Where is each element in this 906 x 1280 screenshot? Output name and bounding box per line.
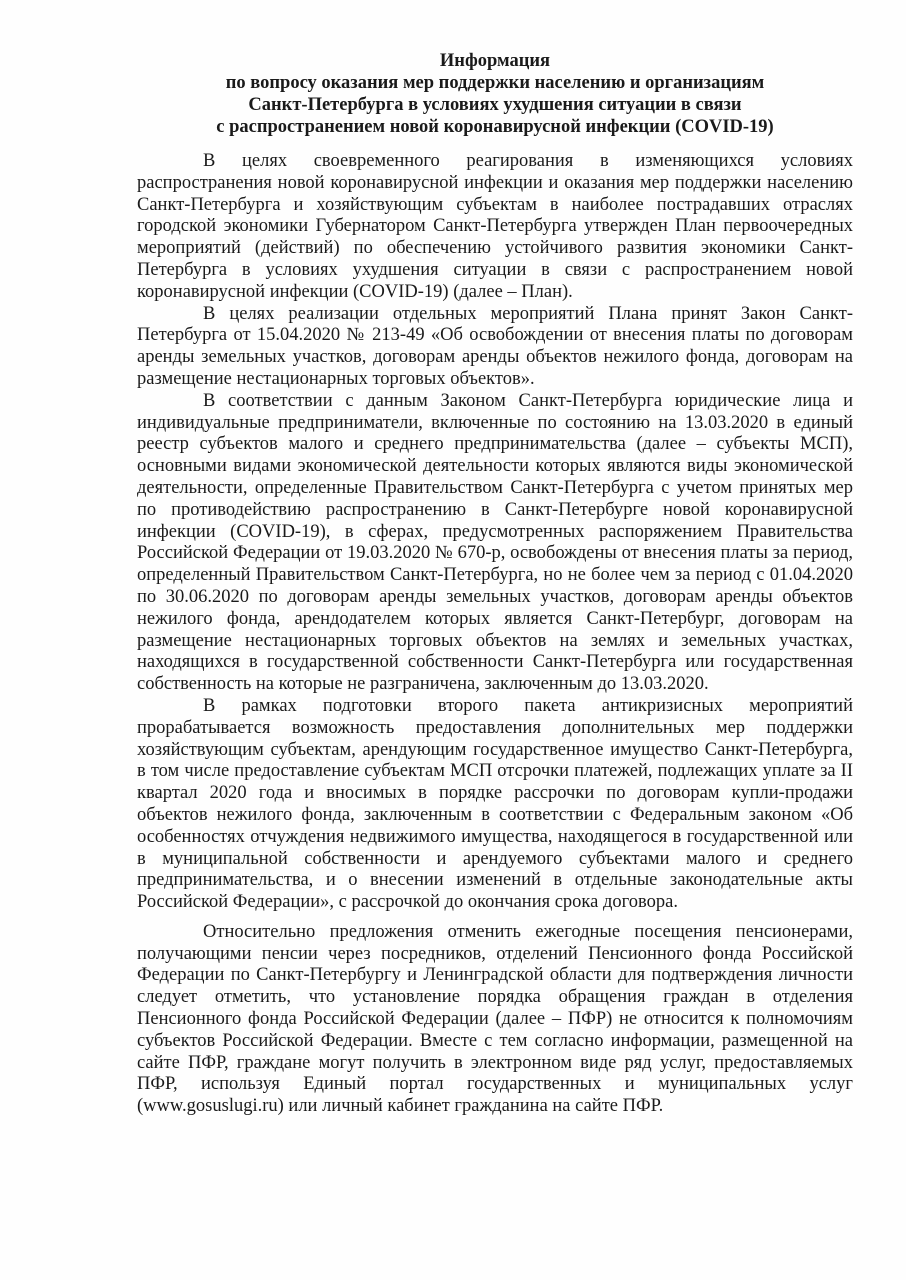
paragraph-plan: В целях своевременного реагирования в изменяющихся условиях распространения новой коронавирусной инфекции и оказания мер поддержки населению Санкт-Петербурга и хозяйствующим субъектам в наиболее пострадавших отраслях городской экономики Губернатором Санкт-Петербурга утвержден План первоочередных мероприятий (действий) по обеспечению устойчивого развития экономики Санкт-Петербурга в условиях ухудшения ситуации в связи с распространением новой коронавирусной инфекции (COVID-19) (далее – План). [137, 151, 853, 302]
title-line-3: Санкт-Петербурга в условиях ухудшения ситуации в связи [248, 95, 742, 115]
paragraph-pension-fund: Относительно предложения отменить ежегодные посещения пенсионерами, получающими пенсии через посредников, отделений Пенсионного фонда Российской Федерации по Санкт-Петербургу и Ленинградской области для подтверждения личности следует отметить, что установление порядка обращения граждан в отделения Пенсионного фонда Российской Федерации (далее – ПФР) не относится к полномочиям субъектов Российской Федерации. Вместе с тем согласно информации, размещенной на сайте ПФР, граждане могут получить в электронном виде ряд услуг, предоставляемых ПФР, используя Единый портал государственных и муниципальных услуг (www.gosuslugi.ru) или личный кабинет гражданина на сайте ПФР. [137, 921, 853, 1117]
paragraph-second-package: В рамках подготовки второго пакета антикризисных мероприятий прорабатывается возможность предоставления дополнительных мер поддержки хозяйствующим субъектам, арендующим государственное имущество Санкт-Петербурга, в том числе предоставление субъектам МСП отсрочки платежей, подлежащих уплате за II квартал 2020 года и вносимых в порядке рассрочки по договорам купли-продажи объектов нежилого фонда, заключенным в соответствии с Федеральным законом «Об особенностях отчуждения недвижимого имущества, находящегося в государственной или в муниципальной собственности и арендуемого субъектами малого и среднего предпринимательства, и о внесении изменений в отдельные законодательные акты Российской Федерации», с рассрочкой до окончания срока договора. [137, 695, 853, 913]
document-body [137, 50, 853, 1118]
title-line-1: Информация [439, 51, 551, 71]
paragraph-law: В целях реализации отдельных мероприятий Плана принят Закон Санкт-Петербурга от 15.04.2020 № 213-49 «Об освобождении от внесения платы по договорам аренды земельных участков, договорам аренды объектов нежилого фонда, договорам на размещение нестационарных торговых объектов». [137, 303, 853, 389]
title-line-4: с распространением новой коронавирусной инфекции (COVID-19) [216, 117, 774, 137]
title-line-2: по вопросу оказания мер поддержки населению и организациям [225, 73, 765, 93]
paragraph-exemption: В соответствии с данным Законом Санкт-Петербурга юридические лица и индивидуальные предприниматели, включенные по состоянию на 13.03.2020 в единый реестр субъектов малого и среднего предпринимательства (далее – субъекты МСП), основными видами экономической деятельности которых являются виды экономической деятельности, определенные Правительством Санкт-Петербурга с учетом принятых мер по противодействию распространению в Санкт-Петербурге новой коронавирусной инфекции (COVID-19), в сферах, предусмотренных распоряжением Правительства Российской Федерации от 19.03.2020 № 670-р, освобождены от внесения платы за период, определенный Правительством Санкт-Петербурга, но не более чем за период с 01.04.2020 по 30.06.2020 по договорам аренды земельных участков, договорам аренды объектов нежилого фонда, арендодателем которых является Санкт-Петербург, договорам на размещение нестационарных торговых объектов на землях и земельных участках, находящихся в государственной собственности Санкт-Петербурга или государственная собственность на которые не разграничена, заключенным до 13.03.2020. [137, 390, 853, 695]
document-title [137, 50, 853, 138]
